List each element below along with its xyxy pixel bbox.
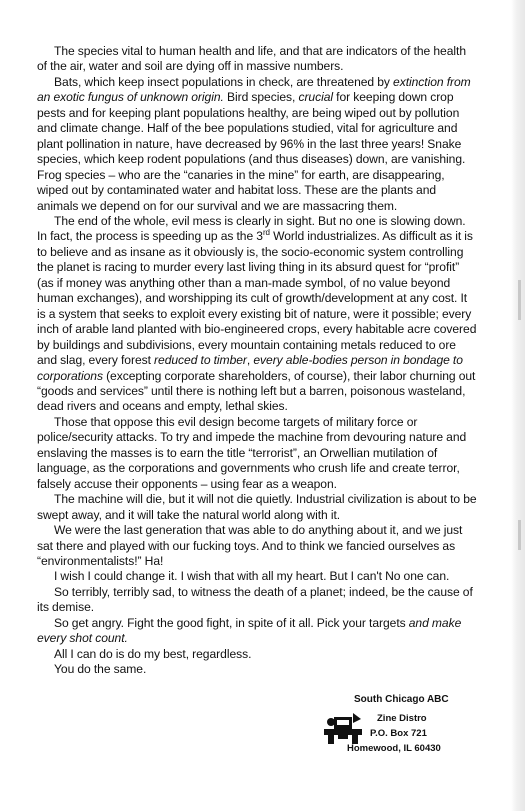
paragraph-text: The end of the whole, evil mess is clearly in sight. But no one is slowing down. In fact, the process is speeding up as the 3: [37, 213, 466, 244]
superscript: rd: [262, 228, 270, 238]
paragraph-7: [37, 569, 477, 584]
distro-address-block: [309, 669, 469, 784]
paragraph-5: [37, 492, 477, 523]
paragraph-text: for keeping down crop pests and for keeping plant populations healthy, are being wiped out by pollution and climate change. Half of the bee populations studied, vital for agriculture and plant pollination in nature, have decreased by 96% in the last three years! Snake species, which keep rodent populations (and thus diseases) down, are vanishing. Frog species – who are the “canaries in the mine” for earth, are disappearing, wiped out by contaminated water and habitat loss. These are the plants and animals we depend on for our survival and we are massacring them.: [37, 90, 466, 213]
paragraph-4: [37, 415, 477, 492]
paragraph-text: World industrializes. As difficult as it is to believe and as insane as it obviously is, the socio-economic system controlling the planet is racing to murder every last living thing in its absurd quest for “profit” (as if money was anything other than a man-made symbol, of no value beyond human exchanges), and worshipping its cult of growth/development at any cost. It is a system that seeks to exploit every existing bit of nature, were it possible; every inch of arable land planted with bio-engineered crops, every habitable acre covered by buildings and subdivisions, every mountain containing metals reduced to ore and slag, every forest: [37, 229, 477, 368]
paragraph-10: [37, 647, 251, 662]
paragraph-text: We were the last generation that was able to do anything about it, and we just sat there and played with our fucking toys. And to think we fancied ourselves as “environmentalists!” Ha!: [37, 523, 463, 568]
edge-mark: [518, 520, 521, 550]
distro-line-3: Homewood, IL 60430: [347, 743, 441, 754]
paragraph-text: So terribly, terribly sad, to witness the death of a planet; indeed, be the cause of its demise.: [37, 584, 473, 615]
distro-name: South Chicago ABC: [354, 694, 449, 705]
paragraph-text: Bird species,: [223, 90, 299, 105]
paragraph-text: So get angry. Fight the good fight, in spite of it all. Pick your targets: [54, 615, 409, 630]
distro-line-1: Zine Distro: [377, 713, 427, 724]
paragraph-text: Bats, which keep insect populations in check, are threatened by: [54, 74, 394, 89]
italic-phrase: crucial: [298, 90, 334, 105]
paragraph-1: [37, 44, 477, 75]
paragraph-text: You do the same.: [54, 662, 147, 677]
paragraph-6: [37, 523, 477, 569]
paragraph-text: ,: [246, 353, 254, 368]
press-logo-icon: [323, 709, 363, 747]
paragraph-8: [37, 585, 477, 616]
edge-mark: [518, 280, 521, 320]
article-body: [37, 44, 477, 678]
paragraph-text: The species vital to human health and life, and that are indicators of the health of the air, water and soil are dying off in massive numbers.: [37, 44, 466, 74]
paragraph-text: All I can do is do my best, regardless.: [54, 646, 252, 661]
paragraph-text: I wish I could change it. I wish that with all my heart. But I can't No one can.: [54, 569, 450, 584]
italic-phrase: reduced to timber: [154, 353, 247, 368]
distro-line-2: P.O. Box 721: [370, 728, 427, 739]
paragraph-3: [37, 214, 477, 415]
paragraph-text: Those that oppose this evil design become targets of military force or police/security attacks. To try and impede the machine from devouring nature and enslaving the masses is to earn the title “terrorist”, an Orwellian mutilation of language, as the corporations and governments who crush life and create terror, falsely accuse their opponents – using fear as a weapon.: [37, 414, 467, 491]
page-edge: [511, 0, 525, 811]
italic-phrase: and make every shot count.: [37, 615, 462, 646]
italic-phrase: every able-bodies person in bondage to corporations: [37, 353, 463, 383]
paragraph-text: (excepting corporate shareholders, of course), their labor churning out “goods and services” until there is nothing left but a barren, poisonous wasteland, dead rivers and oceans and empty, lethal skies.: [37, 368, 476, 414]
paragraph-11: [37, 662, 146, 677]
paragraph-9: [37, 616, 477, 647]
paragraph-2: [37, 75, 477, 214]
paragraph-text: The machine will die, but it will not die quietly. Industrial civilization is about to be swept away, and it will take the natural world along with it.: [37, 492, 477, 522]
italic-phrase: extinction from an exotic fungus of unknown origin.: [37, 74, 471, 105]
